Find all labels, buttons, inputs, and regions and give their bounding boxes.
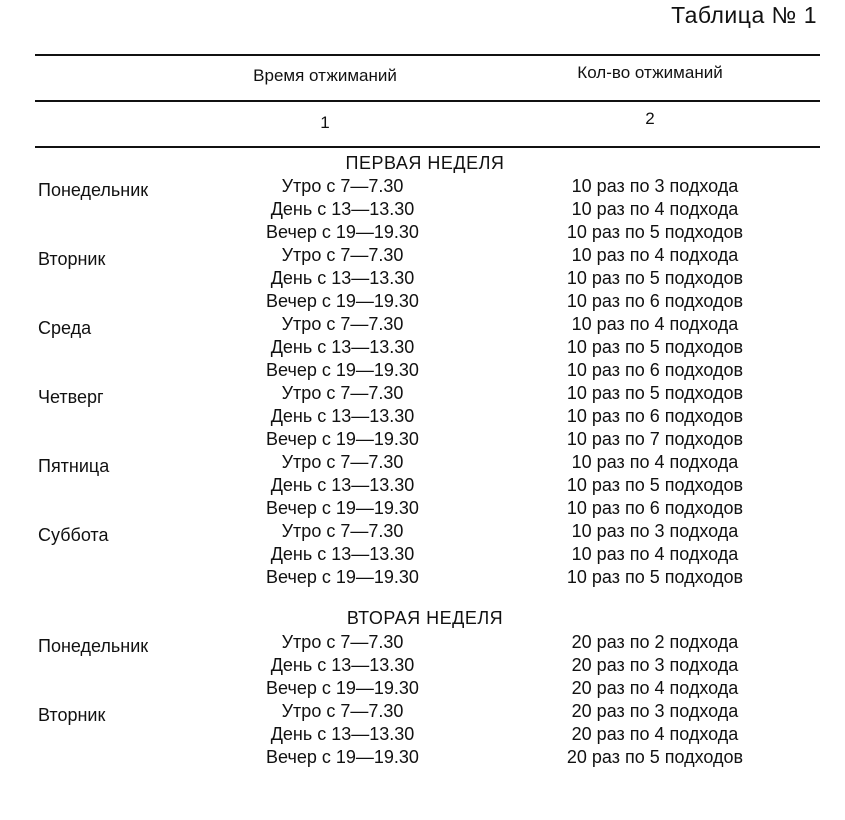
table-row [0,452,845,475]
time-cell: День с 13—13.30 [270,655,415,675]
time-cell: Утро с 7—7.30 [281,632,404,652]
count-cell: 10 раз по 5 подходов [566,268,744,288]
header-count: Кол-во отжиманий [577,63,723,82]
number-rule [35,146,820,148]
count-cell: 10 раз по 6 подходов [566,406,744,426]
table-row [0,724,845,747]
table-row [0,383,845,406]
time-cell: Вечер с 19—19.30 [266,678,419,698]
day-label: Понедельник [38,180,149,200]
week-title: ВТОРАЯ НЕДЕЛЯ [346,608,504,628]
day-label: Суббота [38,525,109,545]
day-label: Среда [38,318,92,338]
count-cell: 20 раз по 3 подхода [571,701,739,721]
table-row [0,268,845,291]
count-cell: 10 раз по 5 подходов [566,383,744,403]
time-cell: Утро с 7—7.30 [281,521,404,541]
count-cell: 10 раз по 7 подходов [566,429,744,449]
time-cell: Утро с 7—7.30 [281,383,404,403]
time-cell: Утро с 7—7.30 [281,314,404,334]
count-cell: 10 раз по 4 подхода [571,544,739,564]
time-cell: День с 13—13.30 [270,406,415,426]
time-cell: День с 13—13.30 [270,544,415,564]
header-time: Время отжиманий [253,66,397,85]
table-row [0,632,845,655]
time-cell: День с 13—13.30 [270,475,415,495]
time-cell: День с 13—13.30 [270,724,415,744]
count-cell: 20 раз по 3 подхода [571,655,739,675]
table-row [0,222,845,245]
count-cell: 10 раз по 5 подходов [566,337,744,357]
table-row [0,199,845,222]
time-cell: Вечер с 19—19.30 [266,747,419,767]
count-cell: 20 раз по 5 подходов [566,747,744,767]
time-cell: Утро с 7—7.30 [281,452,404,472]
count-cell: 10 раз по 4 подхода [571,199,739,219]
time-cell: Вечер с 19—19.30 [266,291,419,311]
week-title: ПЕРВАЯ НЕДЕЛЯ [345,153,505,173]
time-cell: Утро с 7—7.30 [281,176,404,196]
count-cell: 20 раз по 2 подхода [571,632,739,652]
count-cell: 20 раз по 4 подхода [571,724,739,744]
time-cell: Вечер с 19—19.30 [266,360,419,380]
count-cell: 10 раз по 6 подходов [566,291,744,311]
count-cell: 10 раз по 6 подходов [566,360,744,380]
day-label: Вторник [38,249,106,269]
table-row [0,655,845,678]
header-rule [35,100,820,102]
table-row [0,747,845,770]
table-row [0,521,845,544]
count-cell: 10 раз по 5 подходов [566,222,744,242]
time-cell: Вечер с 19—19.30 [266,498,419,518]
day-label: Вторник [38,705,106,725]
day-label: Четверг [38,387,104,407]
column-number-1: 1 [320,113,330,132]
table-row [0,245,845,268]
time-cell: Вечер с 19—19.30 [266,567,419,587]
time-cell: Утро с 7—7.30 [281,701,404,721]
top-rule [35,54,820,56]
table-row [0,475,845,498]
table-row [0,360,845,383]
table-row [0,429,845,452]
time-cell: День с 13—13.30 [270,268,415,288]
table-row [0,291,845,314]
table-row [0,678,845,701]
time-cell: Вечер с 19—19.30 [266,222,419,242]
time-cell: Вечер с 19—19.30 [266,429,419,449]
table-title: Таблица № 1 [671,2,817,28]
table-row [0,406,845,429]
table-row [0,567,845,590]
count-cell: 10 раз по 4 подхода [571,452,739,472]
time-cell: День с 13—13.30 [270,199,415,219]
day-label: Пятница [38,456,110,476]
table-row [0,337,845,360]
table-row [0,176,845,199]
count-cell: 10 раз по 5 подходов [566,475,744,495]
count-cell: 10 раз по 6 подходов [566,498,744,518]
count-cell: 10 раз по 3 подхода [571,176,739,196]
time-cell: Утро с 7—7.30 [281,245,404,265]
table-row [0,498,845,521]
count-cell: 10 раз по 4 подхода [571,245,739,265]
time-cell: День с 13—13.30 [270,337,415,357]
count-cell: 10 раз по 3 подхода [571,521,739,541]
count-cell: 10 раз по 5 подходов [566,567,744,587]
count-cell: 20 раз по 4 подхода [571,678,739,698]
count-cell: 10 раз по 4 подхода [571,314,739,334]
table-row [0,701,845,724]
day-label: Понедельник [38,636,149,656]
table-row [0,544,845,567]
table-row [0,314,845,337]
column-number-2: 2 [645,109,655,128]
